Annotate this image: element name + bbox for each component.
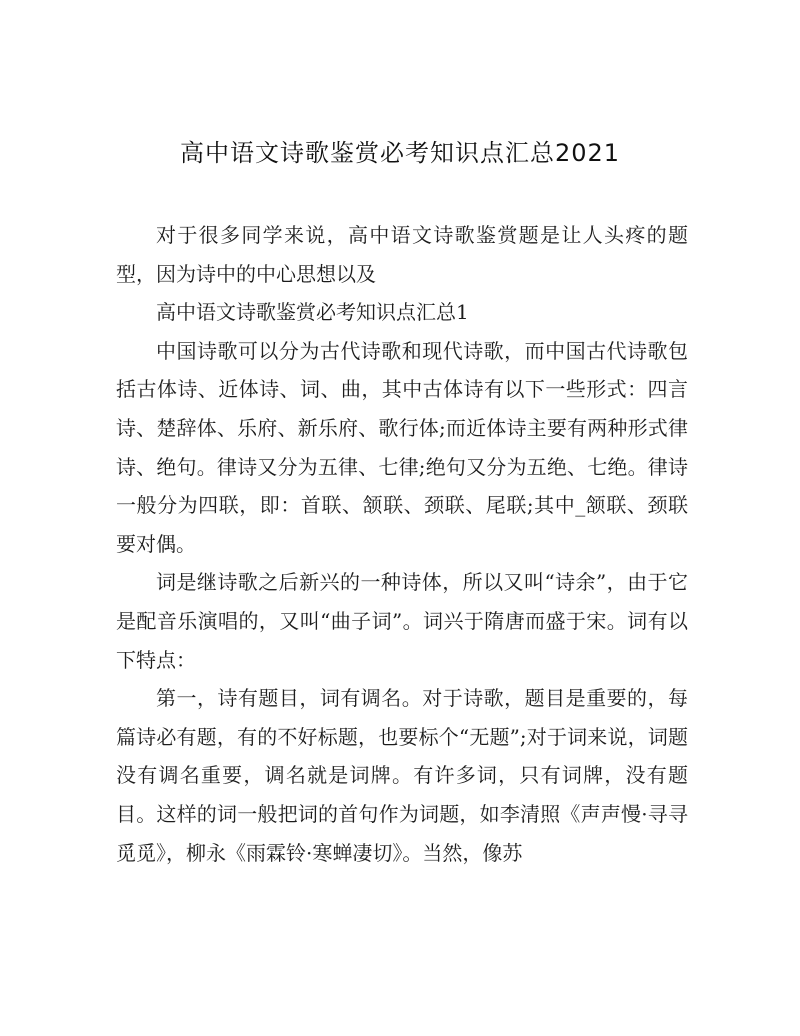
intro-paragraph: 对于很多同学来说，高中语文诗歌鉴赏题是让人头疼的题型，因为诗中的中心思想以及 bbox=[116, 223, 688, 286]
poetry-classification-paragraph: 中国诗歌可以分为古代诗歌和现代诗歌，而中国古代诗歌包括古体诗、近体诗、词、曲，其中古体诗有以下一些形式：四言诗、楚辞体、乐府、新乐府、歌行体;而近体诗主要有两种形式律诗、绝句。律诗又分为五律、七律;绝句又分为五绝、七绝。律诗一般分为四联，即：首联、颔联、颈联、尾联;其中_颔联、颈联要对偶。 bbox=[116, 338, 688, 556]
document-body bbox=[116, 216, 688, 872]
section-heading: 高中语文诗歌鉴赏必考知识点汇总1 bbox=[156, 300, 469, 325]
ci-definition-paragraph: 词是继诗歌之后新兴的一种诗体，所以又叫“诗余”，由于它是配音乐演唱的，又叫“曲子词”。词兴于隋唐而盛于宋。词有以下特点： bbox=[116, 570, 688, 672]
document-title: 高中语文诗歌鉴赏必考知识点汇总2021 bbox=[179, 139, 621, 167]
ci-feature-one-paragraph: 第一，诗有题目，词有调名。对于诗歌，题目是重要的，每篇诗必有题，有的不好标题，也要标个“无题”;对于词来说，词题没有调名重要，调名就是词牌。有许多词，只有词牌，没有题目。这样的词一般把词的首句作为词题，如李清照《声声慢·寻寻觅觅》，柳永《雨霖铃·寒蝉凄切》。当然，像苏 bbox=[116, 686, 688, 865]
